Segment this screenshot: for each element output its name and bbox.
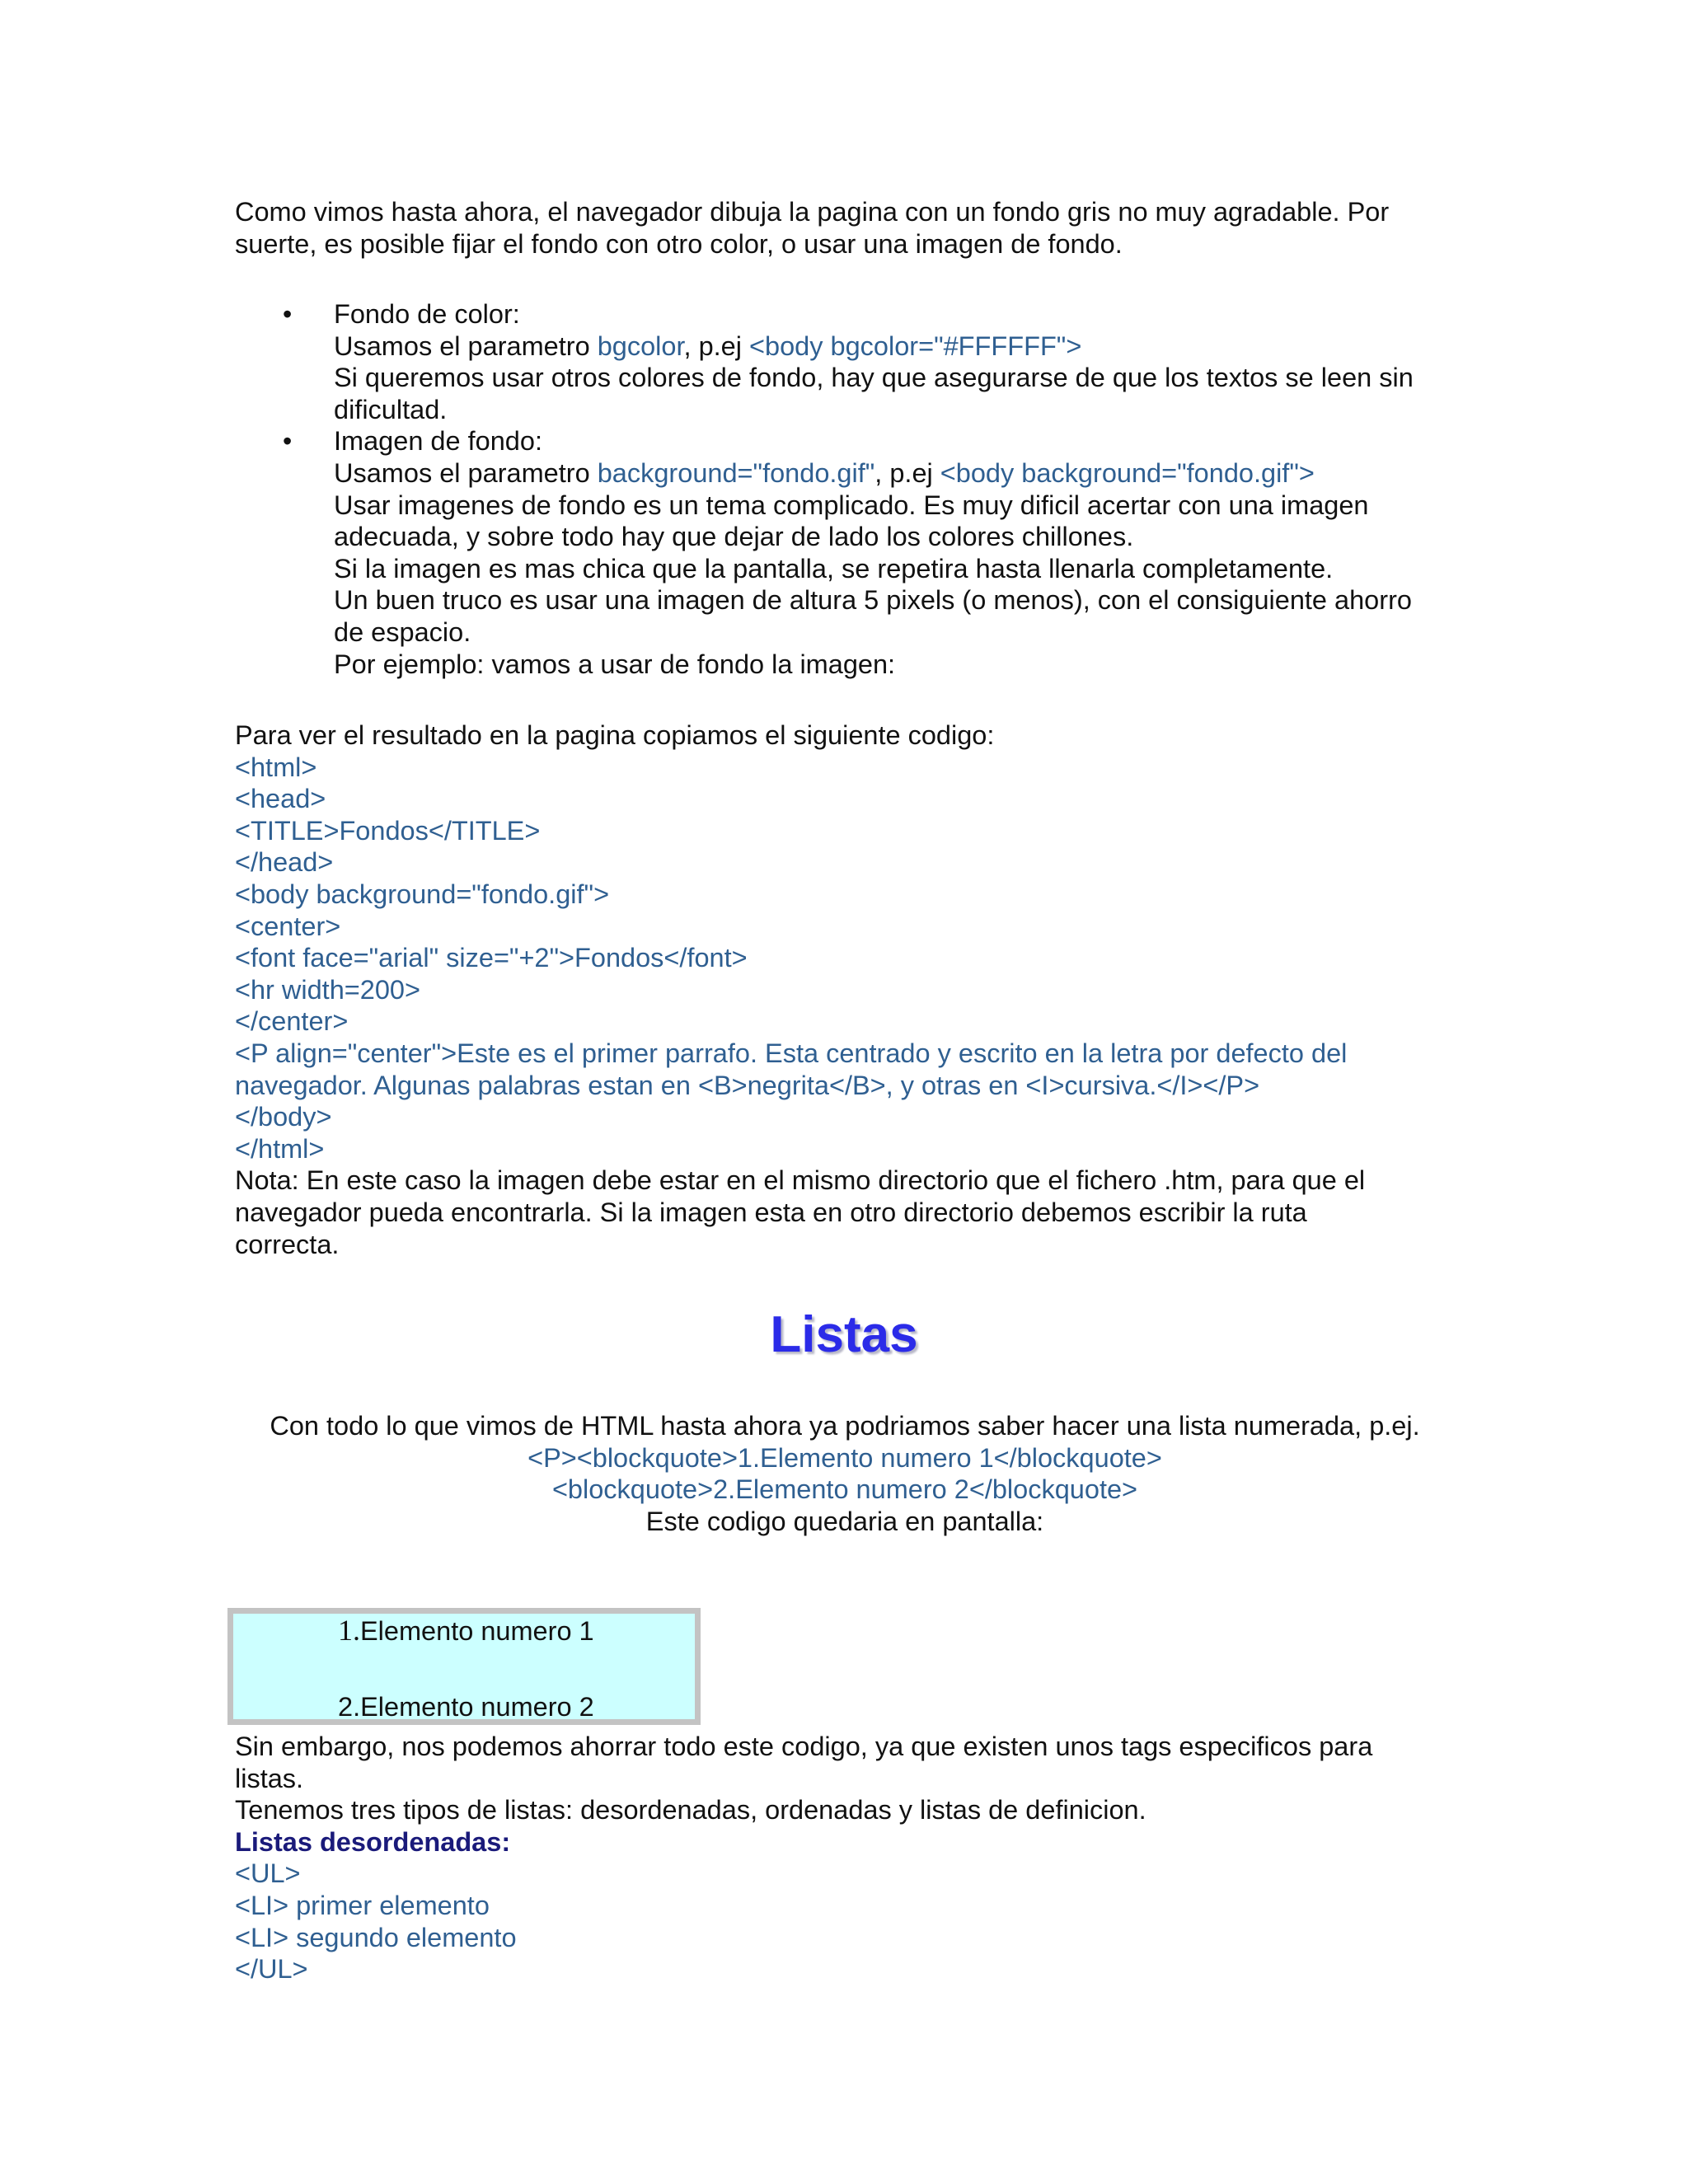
lists-result-label: Este codigo quedaria en pantalla: (645, 1506, 1044, 1536)
param-prefix: Usamos el parametro (334, 457, 598, 488)
code-line: </center> (235, 1006, 349, 1037)
bullet-text-line: Un buen truco es usar una imagen de altura 5 pixels (o menos), con el consiguiente ahorro (334, 585, 1412, 616)
param-code: bgcolor (597, 330, 684, 361)
code-line: <body background="fondo.gif"> (235, 879, 610, 909)
code-line: <blockquote>2.Elemento numero 2</blockquote> (551, 1474, 1138, 1505)
bullet-text-line: adecuada, y sobre todo hay que dejar de lado los colores chillones. (334, 522, 1134, 552)
rendered-list-preview (227, 1608, 701, 1725)
bullet-text-line: de espacio. (334, 616, 471, 647)
note-line: Nota: En este caso la imagen debe estar en el mismo directorio que el fichero .htm, para que el (235, 1165, 1366, 1196)
bullet-text-line: Si la imagen es mas chica que la pantalla, se repetira hasta llenarla completamente. (334, 553, 1334, 583)
preview-item-2: 2.Elemento numero 2 (338, 1692, 594, 1722)
list-item-color-background (235, 298, 1455, 425)
body-line: Sin embargo, nos podemos ahorrar todo este codigo, ya que existen unos tags especificos para (235, 1732, 1373, 1761)
code-line: <hr width=200> (235, 974, 420, 1005)
param-mid: , p.ej (683, 330, 750, 361)
bullet-title: Fondo de color: (334, 299, 520, 329)
code-example-section (235, 719, 1455, 1260)
code-line: <P><blockquote>1.Elemento numero 1</blockquote> (528, 1442, 1162, 1473)
lists-intro-text: Con todo lo que vimos de HTML hasta ahora ya podriamos saber hacer una lista numerada, p.ej. (270, 1411, 1420, 1441)
param-example: <body bgcolor="#FFFFFF"> (749, 330, 1082, 361)
bullet-param-line (334, 330, 1455, 363)
bullet-icon: • (283, 299, 293, 329)
code-line: navegador. Algunas palabras estan en <B>negrita</B>, y otras en <I>cursiva.</I></P> (235, 1070, 1260, 1100)
intro-line: suerte, es posible fijar el fondo con otro color, o usar una imagen de fondo. (235, 228, 1123, 259)
code-line: <LI> segundo elemento (235, 1922, 517, 1952)
param-prefix: Usamos el parametro (334, 330, 598, 361)
preview-item-text: Elemento numero 1 (360, 1616, 594, 1646)
code-line: </UL> (235, 1954, 308, 1985)
intro-line: Como vimos hasta ahora, el navegador dibuja la pagina con un fondo gris no muy agradable. Por (235, 197, 1390, 227)
param-mid: , p.ej (874, 457, 940, 488)
bullet-title: Imagen de fondo: (334, 426, 542, 457)
bullet-param-line (334, 457, 1455, 490)
code-line: </body> (235, 1102, 332, 1132)
code-line: <LI> primer elemento (235, 1890, 490, 1920)
list-types-section (235, 1731, 1455, 1985)
code-line: <center> (235, 911, 341, 941)
bullet-icon: • (283, 426, 293, 457)
unordered-lists-title: Listas desordenadas: (235, 1826, 511, 1857)
section-heading-listas: Listas (770, 1306, 918, 1363)
bullet-text-line: Usar imagenes de fondo es un tema complicado. Es muy dificil acertar con una imagen (334, 490, 1369, 520)
code-line: <head> (235, 784, 326, 814)
code-line: </html> (235, 1133, 325, 1164)
background-options-list (235, 298, 1455, 680)
code-line: </head> (235, 847, 334, 878)
bullet-text-line: dificultad. (334, 394, 448, 424)
lists-intro-section (235, 1410, 1455, 1537)
body-line: Tenemos tres tipos de listas: desordenadas, ordenadas y listas de definicion. (235, 1795, 1146, 1825)
param-code: background="fondo.gif" (597, 457, 875, 488)
param-example: <body background="fondo.gif"> (940, 457, 1315, 488)
list-item-image-background (235, 425, 1455, 680)
intro-paragraph (235, 196, 1455, 260)
code-line: <UL> (235, 1858, 301, 1889)
code-intro: Para ver el resultado en la pagina copiamos el siguiente codigo: (235, 720, 995, 750)
code-line: <html> (235, 752, 317, 782)
code-line: <P align="center">Este es el primer parrafo. Esta centrado y escrito en la letra por defecto del (235, 1038, 1348, 1068)
code-line: <TITLE>Fondos</TITLE> (235, 815, 541, 846)
preview-item-number: 1. (338, 1614, 360, 1647)
note-line: correcta. (235, 1229, 340, 1259)
preview-item-1 (338, 1615, 594, 1647)
body-line: listas. (235, 1763, 304, 1793)
code-line: <font face="arial" size="+2">Fondos</font> (235, 943, 748, 973)
bullet-text-line: Por ejemplo: vamos a usar de fondo la imagen: (334, 649, 896, 679)
note-line: navegador pueda encontrarla. Si la imagen esta en otro directorio debemos escribir la ruta (235, 1197, 1307, 1227)
bullet-text-line: Si queremos usar otros colores de fondo, hay que asegurarse de que los textos se leen sin (334, 363, 1414, 393)
